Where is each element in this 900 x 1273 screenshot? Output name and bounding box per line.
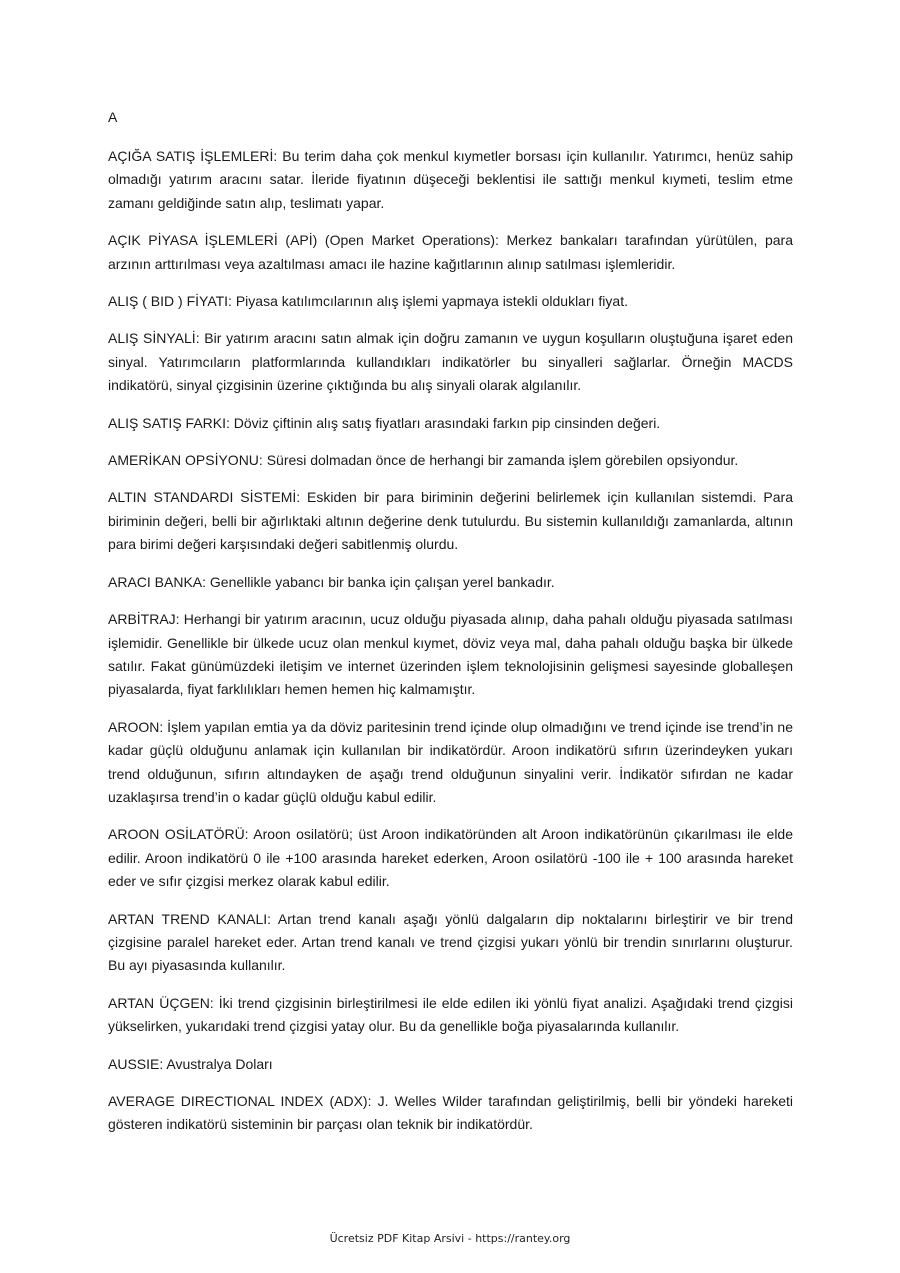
glossary-entry-alis-satis-farki: ALIŞ SATIŞ FARKI: Döviz çiftinin alış satış fiyatları arasındaki farkın pip cinsinden değeri.	[108, 414, 661, 431]
section-letter: A	[108, 109, 118, 125]
glossary-entry-aussie: AUSSIE: Avustralya Doları	[108, 1055, 273, 1072]
glossary-entry-aciga-satis: AÇIĞA SATIŞ İŞLEMLERİ: Bu terim daha çok menkul kıymetler borsası için kullanılır. Yatırımcı, henüz sahip olmadığı yatırım aracını satar. İleride fiyatının düşeceği beklentisi ile sattığı menkul kıymeti, teslim etme zamanı geldiğinde satın alıp, teslimatı yapar.	[108, 148, 793, 211]
glossary-entry-alis-fiyati: ALIŞ ( BID ) FİYATI: Piyasa katılımcılarının alış işlemi yapmaya istekli oldukları fiyat.	[108, 293, 628, 310]
glossary-entry-altin-standardi: ALTIN STANDARDI SİSTEMİ: Eskiden bir para biriminin değerini belirlemek için kullanılan sistemdi. Para biriminin değeri, belli bir ağırlıktaki altının değerine denk tutulurdu. Bu sistemin kullanıldığı zamanlarda, altının para birimi değeri karşısındaki değeri sabitlenmiş olurdu.	[108, 489, 793, 553]
glossary-entry-acik-piyasa: AÇIK PİYASA İŞLEMLERİ (APİ) (Open Market Operations): Merkez bankaları tarafından yürütülen, para arzının arttırılması veya azaltılması amacı ile hazine kağıtlarının alınıp satılması işlemleridir.	[108, 232, 793, 272]
glossary-entry-alis-sinyali: ALIŞ SİNYALİ: Bir yatırım aracını satın almak için doğru zamanın ve uygun koşulların oluştuğuna işaret eden sinyal. Yatırımcıların platformlarında kullandıkları indikatörler bu sinyalleri sağlarlar. Örneğin MACDS indikatörü, sinyal çizgisinin üzerine çıktığında bu alış sinyali olarak algılanılır.	[108, 330, 793, 394]
glossary-entry-arbitraj: ARBİTRAJ: Herhangi bir yatırım aracının, ucuz olduğu piyasada alınıp, daha pahalı olduğu piyasada satılması işlemidir. Genellikle bir ülkede ucuz olan menkul kıymet, döviz veya mal, daha pahalı olduğu başka bir ülkede satılır. Fakat günümüzdeki iletişim ve internet üzerinden işlem teknolojisinin gelişmesi sayesinde globalleşen piyasalarda, fiyat farklılıkları hemen hemen hiç kalmamıştır.	[108, 611, 793, 698]
document-body	[108, 106, 793, 1151]
glossary-entry-amerikan-opsiyonu: AMERİKAN OPSİYONU: Süresi dolmadan önce de herhangi bir zamanda işlem görebilen opsiyondur.	[108, 452, 739, 469]
page-footer: Ücretsiz PDF Kitap Arsivi - https://rantey.org	[329, 1232, 571, 1245]
glossary-entry-adx: AVERAGE DIRECTIONAL INDEX (ADX): J. Welles Wilder tarafından geliştirilmiş, belli bir yöndeki hareketi gösteren indikatörü sisteminin bir parçası olan teknik bir indikatördür.	[108, 1093, 793, 1133]
glossary-entry-aroon-osilatoru: AROON OSİLATÖRÜ: Aroon osilatörü; üst Aroon indikatöründen alt Aroon indikatörünün çıkarılması ile elde edilir. Aroon indikatörü 0 ile +100 arasında hareket ederken, Aroon osilatörü -100 ile + 100 arasında hareket eder ve sıfır çizgisi merkez olarak kabul edilir.	[108, 826, 793, 890]
glossary-entry-artan-ucgen: ARTAN ÜÇGEN: İki trend çizgisinin birleştirilmesi ile elde edilen iki yönlü fiyat analizi. Aşağıdaki trend çizgisi yükselirken, yukarıdaki trend çizgisi yatay olur. Bu da genellikle boğa piyasalarında kullanılır.	[108, 994, 793, 1035]
glossary-entry-aroon: AROON: İşlem yapılan emtia ya da döviz paritesinin trend içinde olup olmadığını ve trend içinde ise trend’in ne kadar güçlü olduğunu anlamak için kullanılan bir indikatördür. Aroon indikatörü sıfırın üzerindeyken yukarı trend olduğunun, sıfırın altındayken de aşağı trend olduğunun sinyalini verir. İndikatör sıfırdan ne kadar uzaklaşırsa trend’in o kadar güçlü olduğu kabul edilir.	[108, 718, 793, 805]
glossary-entry-artan-trend-kanali: ARTAN TREND KANALI: Artan trend kanalı aşağı yönlü dalgaların dip noktalarını birleştirir ve bir trend çizgisine paralel hareket eder. Artan trend kanalı ve trend çizgisi yukarı yönlü bir trendin sınırlarını oluşturur. Bu ayı piyasasında kullanılır.	[108, 910, 793, 974]
glossary-entry-araci-banka: ARACI BANKA: Genellikle yabancı bir banka için çalışan yerel bankadır.	[108, 573, 555, 590]
